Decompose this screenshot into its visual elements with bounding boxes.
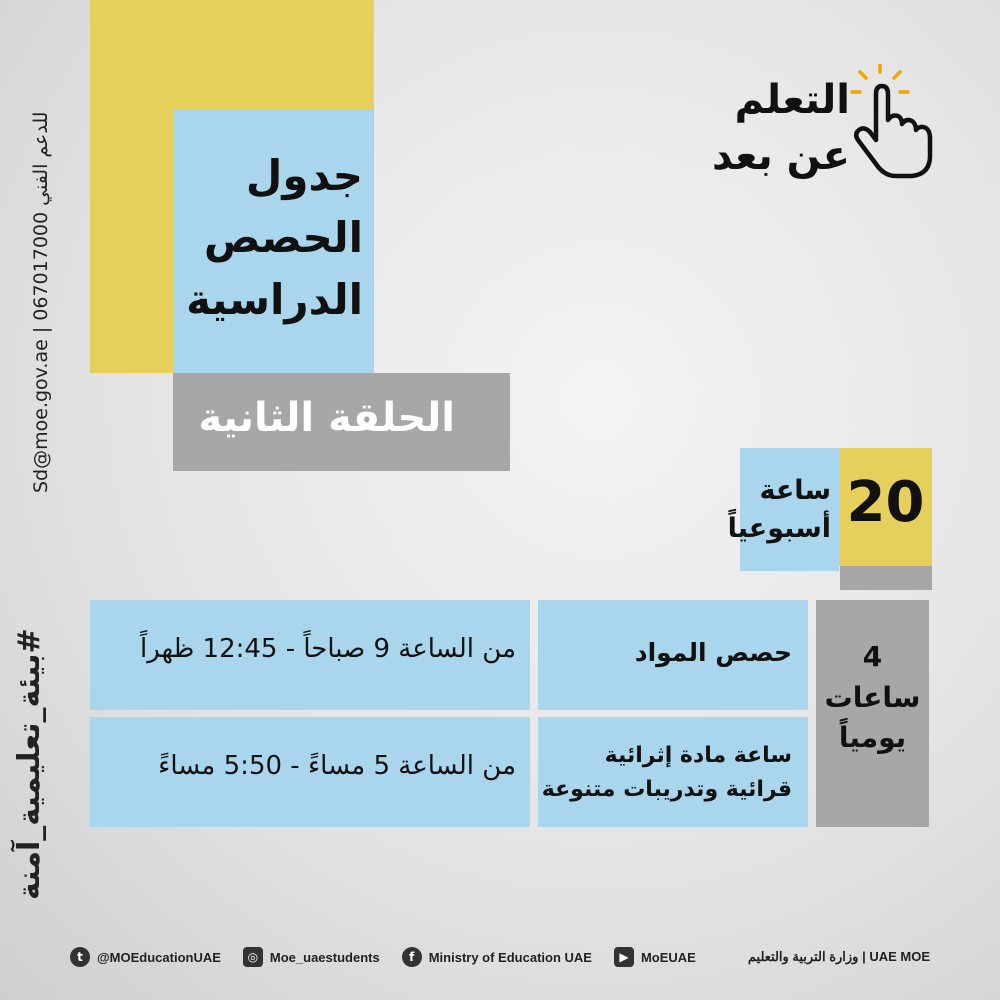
youtube-icon: ▶ xyxy=(614,947,634,967)
weekly-label-block xyxy=(727,448,839,571)
subject-label: حصص المواد xyxy=(634,638,792,667)
weekly-hours-number: 20 xyxy=(846,470,925,535)
twitter-icon: t xyxy=(70,947,90,967)
weekly-label-line-1: ساعة xyxy=(759,475,831,506)
instagram-handle: Moe_uaestudents xyxy=(269,949,380,965)
cycle-label: الحلقة الثانية xyxy=(198,395,455,441)
instagram-link[interactable] xyxy=(243,947,380,967)
subject-label-line-2: قرائية وتدريبات متنوعة xyxy=(541,777,792,802)
time-label: من الساعة 9 صباحاً - 12:45 ظهراً xyxy=(140,634,516,664)
title-line-2: الحصص xyxy=(203,213,363,262)
page-title xyxy=(173,145,363,331)
title-line-1: جدول xyxy=(245,151,363,200)
schedule-row-2-time xyxy=(90,717,530,827)
weekly-label-line-2: أسبوعياً xyxy=(727,513,831,544)
support-contact: Sd@moe.gov.ae | 067017000 للدعم الفني xyxy=(30,111,52,493)
facebook-handle: Ministry of Education UAE xyxy=(428,949,592,965)
twitter-link[interactable] xyxy=(70,947,221,967)
hashtag: #بيئة_تعليمية_آمنة xyxy=(12,628,47,900)
ministry-label: UAE MOE | وزارة التربية والتعليم xyxy=(747,949,930,964)
youtube-link[interactable] xyxy=(614,947,696,967)
schedule-row-1-time xyxy=(90,600,530,710)
facebook-link[interactable] xyxy=(402,947,592,967)
twitter-handle: @MOEducationUAE xyxy=(97,949,221,965)
subject-label-line-1: ساعة مادة إثرائية xyxy=(604,743,792,768)
weekly-number-block xyxy=(839,448,932,566)
daily-label-line-1: ساعات xyxy=(824,681,921,714)
daily-hours-cell xyxy=(816,600,929,827)
instagram-icon: ◎ xyxy=(243,947,263,967)
schedule-row-2-subject xyxy=(538,717,808,827)
time-label: من الساعة 5 مساءً - 5:50 مساءً xyxy=(158,751,516,781)
daily-label-line-2: يومياً xyxy=(838,721,907,754)
cycle-block xyxy=(173,373,510,471)
pointing-hand-icon xyxy=(840,64,940,184)
daily-hours-number: 4 xyxy=(862,640,883,673)
facebook-icon: f xyxy=(402,947,422,967)
youtube-handle: MoEUAE xyxy=(640,949,696,965)
title-block xyxy=(173,110,373,374)
logo-line-2: عن بعد xyxy=(712,133,850,179)
title-line-3: الدراسية xyxy=(186,275,363,324)
distance-learning-logo xyxy=(700,64,940,204)
schedule-row-1-subject xyxy=(538,600,808,710)
logo-line-1: التعلم xyxy=(734,77,850,123)
footer-social-bar xyxy=(70,940,930,974)
